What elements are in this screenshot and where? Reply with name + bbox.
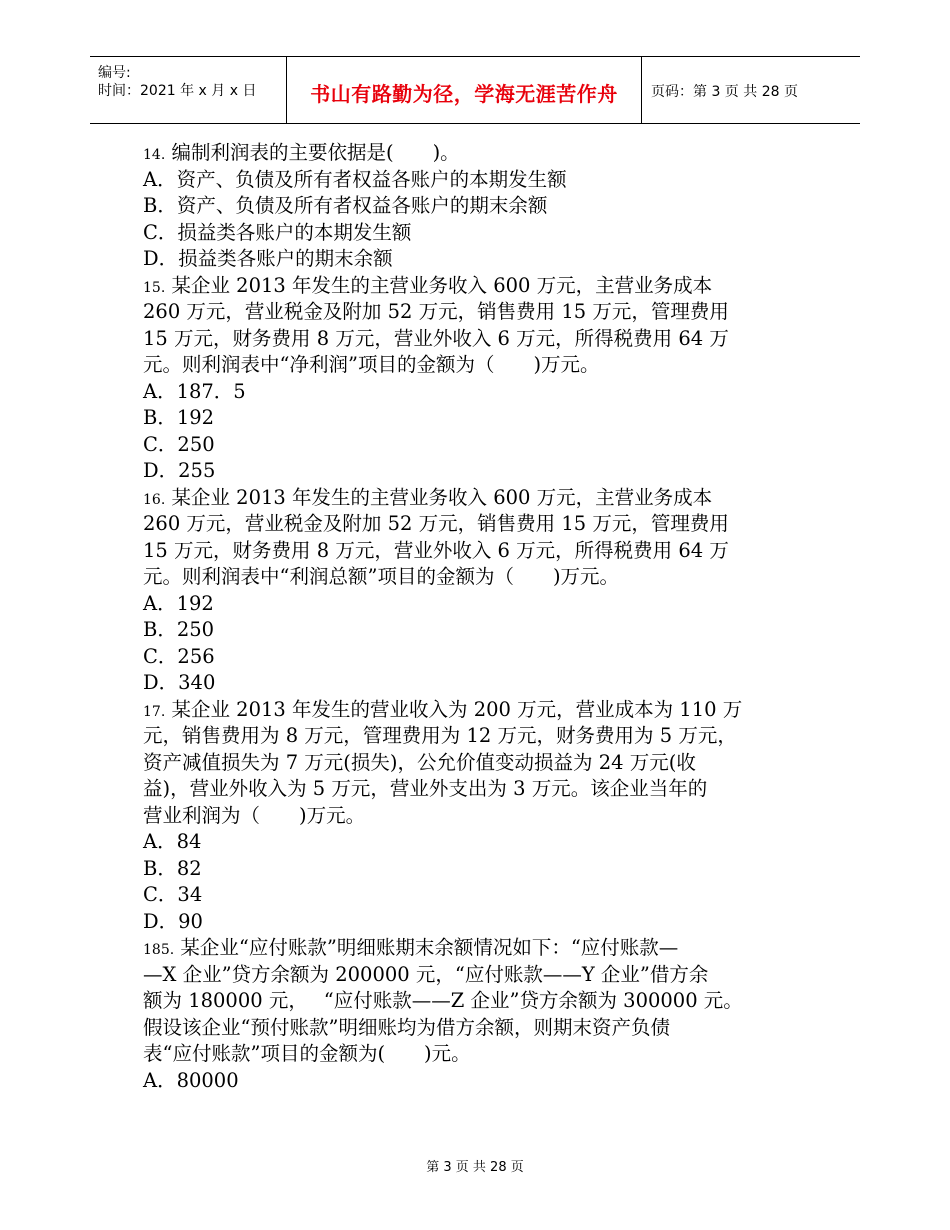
header-info-cell [90,57,286,123]
question-text: 260 万元，营业税金及附加 52 万元，销售费用 15 万元，管理费用 [143,512,729,535]
question-number: 185. [143,942,175,958]
header-motto-cell [286,57,642,123]
answer-option: B．192 [143,406,215,429]
answer-option: D．255 [143,459,216,482]
answer-option: A．资产、负债及所有者权益各账户的本期发生额 [143,167,567,191]
question-text: 资产减值损失为 7 万元(损失)，公允价值变动损益为 24 万元(收 [143,750,696,774]
answer-option: A．192 [143,591,214,615]
question-list [143,140,823,1094]
question-text-line [143,511,823,538]
question-text: 假设该企业“预付账款”明细账均为借方余额，则期末资产负债 [143,1015,670,1039]
question-text-line [143,140,823,167]
question-text: 元。则利润表中“利润总额”项目的金额为（ )万元。 [143,565,620,588]
answer-option: D．90 [143,909,203,933]
time-label: 时间：2021 年 x 月 x 日 [98,83,257,99]
answer-option: A．187．5 [143,379,246,403]
motto: 书山有路勤为径，学海无涯苦作舟 [310,82,618,106]
question-number: 15. [143,279,166,296]
answer-option: C．34 [143,883,203,906]
question-text-line [143,697,823,724]
question-text: 额为 180000 元， “应付账款——Z 企业”贷方余额为 300000 元。 [143,989,743,1012]
question-number: 14. [143,147,166,163]
page-footer: 第 3 页 共 28 页 [426,1160,524,1175]
number-label: 编号: [98,65,131,81]
question-text-line [143,988,823,1015]
question-text-line [143,1015,823,1042]
question-text: 某企业 2013 年发生的营业收入为 200 万元，营业成本为 110 万 [171,697,743,721]
answer-option: B．250 [143,618,215,641]
question-block [143,273,823,485]
answer-option: A．84 [143,830,202,853]
question-text-line [143,485,823,512]
header-page-cell [641,57,860,123]
question-text: 营业利润为（ )万元。 [143,803,366,827]
answer-option: B．82 [143,856,202,880]
question-text: 元。则利润表中“净利润”项目的金额为（ )万元。 [143,353,600,376]
question-text: 元，销售费用为 8 万元，管理费用为 12 万元，财务费用为 5 万元， [143,724,737,747]
question-text: 15 万元，财务费用 8 万元，营业外收入 6 万元，所得税费用 64 万 [143,326,729,350]
question-text-line [143,750,823,777]
answer-option: C．256 [143,644,215,668]
question-block [143,140,823,273]
answer-option: A．80000 [143,1068,239,1092]
question-text: 某企业 2013 年发生的主营业务收入 600 万元，主营业务成本 [171,273,713,297]
question-number: 17. [143,703,166,720]
question-text-line [143,935,823,962]
question-text-line [143,352,823,379]
question-block [143,485,823,697]
question-text: 15 万元，财务费用 8 万元，营业外收入 6 万元，所得税费用 64 万 [143,538,729,562]
page-header [90,56,860,124]
question-text: 某企业 2013 年发生的主营业务收入 600 万元，主营业务成本 [171,485,713,509]
question-block [143,935,823,1094]
question-text-line [143,1041,823,1068]
answer-option: C．损益类各账户的本期发生额 [143,220,412,244]
answer-option: B．资产、负债及所有者权益各账户的期末余额 [143,194,548,217]
question-text-line [143,326,823,353]
page-code: 页码：第 3 页 共 28 页 [651,84,798,100]
answer-option: D．损益类各账户的期末余额 [143,247,393,270]
question-text-line [143,803,823,830]
question-text-line [143,564,823,591]
question-text: 表“应付账款”项目的金额为( )元。 [143,1042,471,1065]
answer-option: C．250 [143,432,215,456]
question-text-line [143,299,823,326]
question-text: —X 企业”贷方余额为 200000 元，“应付账款——Y 企业”借方余 [143,962,709,986]
question-text-line [143,723,823,750]
question-text: 编制利润表的主要依据是( )。 [171,141,460,164]
question-number: 16. [143,491,166,508]
question-text: 某企业“应付账款”明细账期末余额情况如下：“应付账款— [180,936,679,959]
question-text: 益)，营业外收入为 5 万元，营业外支出为 3 万元。该企业当年的 [143,777,708,800]
answer-option: D．340 [143,671,216,694]
question-text-line [143,273,823,300]
question-text-line [143,776,823,803]
question-block [143,697,823,936]
question-text: 260 万元，营业税金及附加 52 万元，销售费用 15 万元，管理费用 [143,300,729,323]
question-text-line [143,962,823,989]
question-text-line [143,538,823,565]
